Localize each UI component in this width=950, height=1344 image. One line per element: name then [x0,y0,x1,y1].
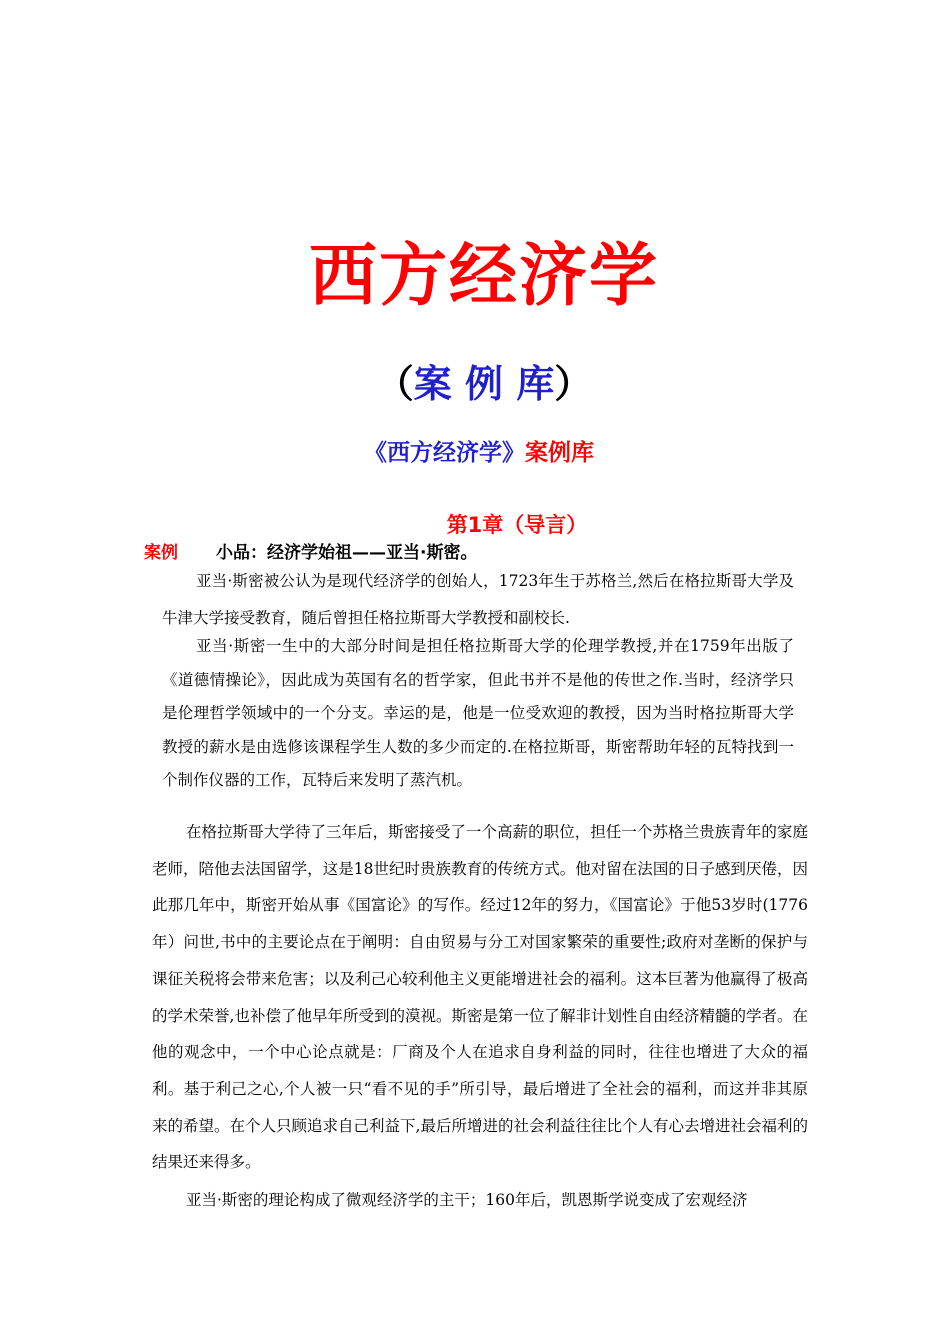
book-title-suffix: 案例库 [525,440,594,466]
case-tag: 案例 [144,543,178,563]
chapter-heading: 第1章（导言） [446,513,588,537]
subtitle-open-paren: （ [375,362,414,406]
book-title [0,436,950,470]
main-title: 西方经济学 [308,237,659,316]
subtitle [0,356,950,412]
book-title-name: 《西方经济学》 [364,440,525,466]
case-title: 小品：经济学始祖——亚当·斯密。 [216,543,478,563]
paragraph-4: 亚当·斯密的理论构成了微观经济学的主干；160年后，凯恩斯学说变成了宏观经济 [186,1191,748,1209]
paragraph-2: 亚当·斯密一生中的大部分时间是担任格拉斯哥大学的伦理学教授,并在1759年出版了《道德情操论》，因此成为英国有名的哲学家，但此书并不是他的传世之作.当时，经济学只是伦理哲学领域中的一个分支。幸运的是，他是一位受欢迎的教授，因为当时格拉斯哥大学教授的薪水是由选修该课程学生人数的多少而定的.在格拉斯哥，斯密帮助年轻的瓦特找到一个制作仪器的工作，瓦特后来发明了蒸汽机。 [162,637,794,789]
paragraph-1: 亚当·斯密被公认为是现代经济学的创始人，1723年生于苏格兰,然后在格拉斯哥大学及牛津大学接受教育，随后曾担任格拉斯哥大学教授和副校长. [162,572,794,627]
subtitle-close-paren: ） [554,362,593,406]
paragraph-3: 在格拉斯哥大学待了三年后，斯密接受了一个高薪的职位，担任一个苏格兰贵族青年的家庭老师，陪他去法国留学，这是18世纪时贵族教育的传统方式。他对留在法国的日子感到厌倦，因此那几年中，斯密开始从事《国富论》的写作。经过12年的努力，《国富论》于他53岁时(1776年）问世,书中的主要论点在于阐明：自由贸易与分工对国家繁荣的重要性;政府对垄断的保护与课征关税将会带来危害；以及利己心较利他主义更能增进社会的福利。这本巨著为他赢得了极高的学术荣誉,也补偿了他早年所受到的漠视。斯密是第一位了解非计划性自由经济精髓的学者。在他的观念中，一个中心论点就是：厂商及个人在追求自身利益的同时，往往也增进了大众的福利。基于利己之心,个人被一只“看不见的手”所引导，最后增进了全社会的福利，而这并非其原来的希望。在个人只顾追求自己利益下,最后所增进的社会利益往往比个人有心去增进社会福利的结果还来得多。 [152,823,808,1172]
subtitle-text: 案 例 库 [413,362,555,406]
